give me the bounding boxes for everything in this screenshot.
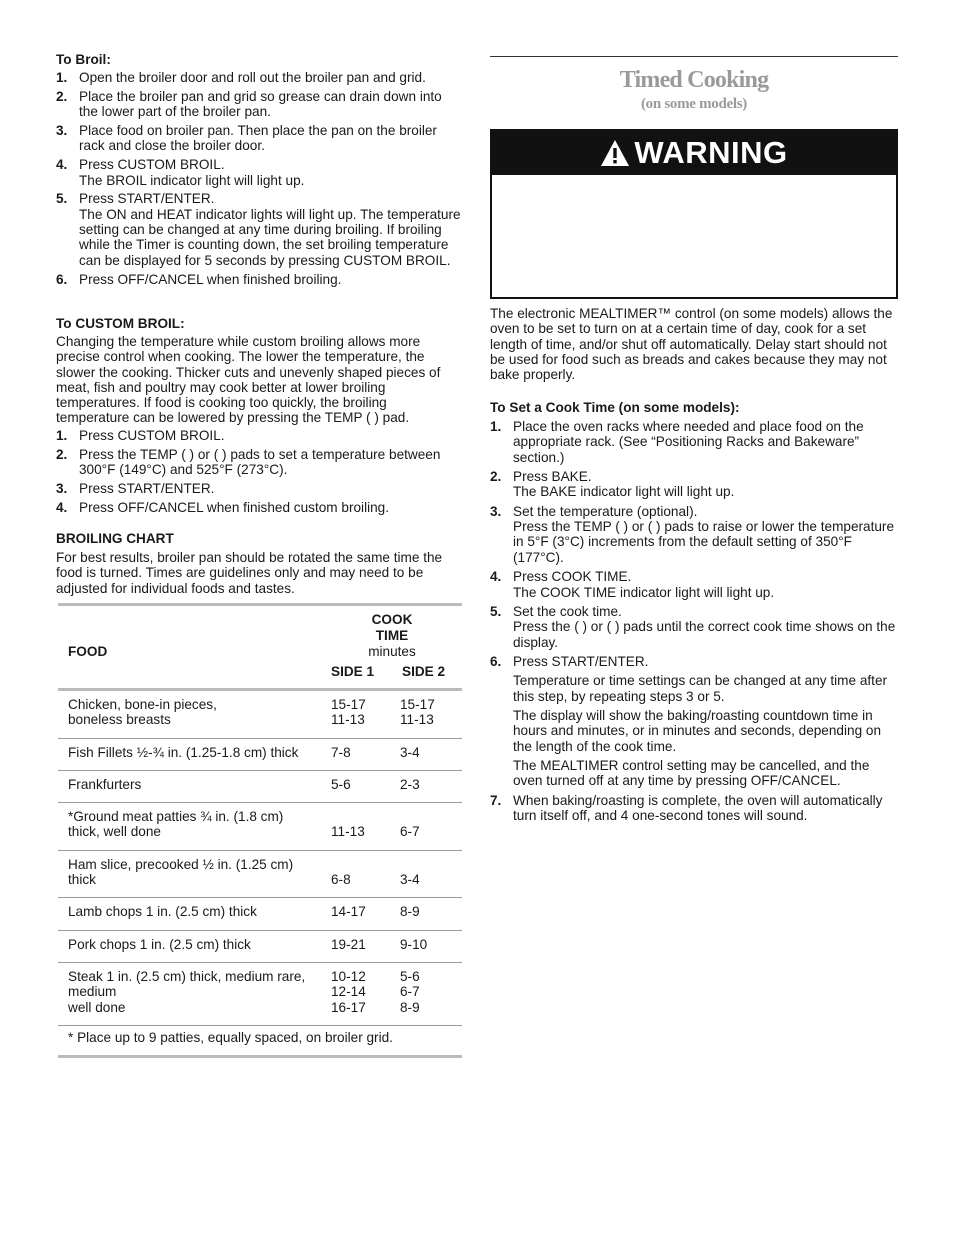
step-item xyxy=(490,793,898,824)
step-text: Set the temperature (optional). xyxy=(513,503,698,519)
table-row xyxy=(58,739,462,770)
table-footnote: * Place up to 9 patties, equally spaced, on broiler grid. xyxy=(68,1029,393,1045)
step-text: The BROIL indicator light will light up. xyxy=(79,172,305,188)
step-text: Place the broiler pan and grid so grease can drain down into the lower part of the broiler pan. xyxy=(79,88,442,120)
cell-text: Pork chops 1 in. (2.5 cm) thick xyxy=(68,936,251,952)
step-body xyxy=(513,569,898,600)
step-item xyxy=(490,604,898,650)
cell-text: Fish Fillets ½-¾ in. (1.25-1.8 cm) thick xyxy=(68,744,299,760)
step-text: Press OFF/CANCEL when finished custom broiling. xyxy=(79,499,390,515)
step-text: Press START/ENTER. xyxy=(79,481,215,497)
step-body xyxy=(513,654,898,788)
table-header xyxy=(58,606,462,688)
step-number: 5. xyxy=(490,604,502,620)
step-number: 3. xyxy=(490,503,502,519)
step-text: Press BAKE. xyxy=(513,469,592,485)
step-number: 3. xyxy=(56,481,68,497)
cell-food xyxy=(68,937,331,952)
cell-text: 5-6 xyxy=(400,968,420,984)
custom-broil-intro: Changing the temperature while custom broiling allows more precise control when cooking. The lower the temperature, the slower the cooking. Thicker cuts and unevenly shaped pieces of meat, fish and poultry may cook better at lower broiling temperatures. If food is cooking too quickly, the broiling temperature can be lowered by pressing the TEMP ( ) pad. xyxy=(56,334,441,426)
cell-text: 10-12 xyxy=(331,968,366,984)
cell-side2 xyxy=(400,969,460,1015)
step-item xyxy=(490,654,898,788)
step-item xyxy=(56,272,462,287)
step-item xyxy=(490,469,898,500)
cell-text: 7-8 xyxy=(331,744,351,760)
cell-text: 3-4 xyxy=(400,744,420,760)
cell-food xyxy=(68,745,331,760)
step-number: 1. xyxy=(490,419,502,434)
header-time: TIME xyxy=(375,628,409,643)
step-text: Press OFF/CANCEL when finished broiling. xyxy=(79,271,342,287)
step-text: The COOK TIME indicator light will light up. xyxy=(513,584,775,600)
cell-side1 xyxy=(331,745,400,760)
cell-text: thick xyxy=(68,872,96,888)
cell-food xyxy=(68,857,331,888)
cell-text: thick, well done xyxy=(68,824,161,840)
step-number: 3. xyxy=(56,123,68,139)
step-text: Open the broiler door and roll out the broiler pan and grid. xyxy=(79,70,426,85)
cell-text: 6-8 xyxy=(331,872,351,888)
cell-food xyxy=(68,777,331,792)
cell-text: 6-7 xyxy=(400,984,420,1000)
table-row xyxy=(58,771,462,802)
cell-text: Steak 1 in. (2.5 cm) thick, medium rare, xyxy=(68,968,306,984)
cell-text: 5-6 xyxy=(331,776,351,792)
step-body xyxy=(513,504,898,565)
step-item xyxy=(56,500,462,515)
step-item xyxy=(56,428,462,443)
page-title: Timed Cooking xyxy=(619,67,769,93)
cell-side2 xyxy=(400,857,460,888)
step-text: Place food on broiler pan. Then place the pan on the broiler rack and close the broiler door. xyxy=(79,123,437,154)
header-side1: SIDE 1 xyxy=(331,664,375,679)
cell-food xyxy=(68,809,331,840)
step-text: Press the ( ) or ( ) pads until the correct cook time shows on the display. xyxy=(513,619,896,650)
broiling-chart-table xyxy=(58,603,462,1058)
cell-text: 3-4 xyxy=(400,872,420,888)
cell-text: 19-21 xyxy=(331,936,366,952)
step-number: 2. xyxy=(490,469,502,485)
cell-side1 xyxy=(331,697,400,728)
step-body xyxy=(79,500,462,515)
step-text: Press START/ENTER. xyxy=(513,654,649,670)
step-item xyxy=(56,89,462,120)
cell-side1 xyxy=(331,809,400,840)
table-row xyxy=(58,851,462,898)
cell-side1 xyxy=(331,777,400,792)
header-cook: COOK xyxy=(371,612,413,627)
warning-box xyxy=(490,129,898,299)
step-item xyxy=(490,504,898,565)
step-body xyxy=(513,419,898,465)
step-body xyxy=(513,604,898,650)
step-text: Set the cook time. xyxy=(513,604,622,620)
cell-text: 11-13 xyxy=(331,712,365,728)
step-number: 1. xyxy=(56,428,68,443)
step-item xyxy=(56,447,462,478)
header-food: FOOD xyxy=(68,644,108,659)
cell-text xyxy=(331,857,400,872)
mealtimer-intro: The electronic MEALTIMER™ control (on some models) allows the oven to be set to turn on at a certain time of day, cook for a set length of time, and/or shut off automatically. Delay start should not be used for food such as breads and cakes because they may not bake properly. xyxy=(490,306,893,383)
custom-broil-heading: To CUSTOM BROIL: xyxy=(56,316,185,331)
cell-side2 xyxy=(400,937,460,952)
cook-time-heading: To Set a Cook Time (on some models): xyxy=(490,400,740,415)
cell-text: 8-9 xyxy=(400,904,420,920)
cell-text: boneless breasts xyxy=(68,712,171,728)
step-body xyxy=(79,70,462,85)
section-title xyxy=(490,66,898,114)
table-bottom-rule xyxy=(58,1055,462,1058)
step-number: 4. xyxy=(490,569,502,585)
step-text: Press the TEMP ( ) or ( ) pads to set a temperature between 300°F (149°C) and 525°F (273°C). xyxy=(79,446,441,478)
cell-text: 2-3 xyxy=(400,776,420,792)
step-body xyxy=(513,469,898,500)
step-body xyxy=(79,89,462,120)
cell-side2 xyxy=(400,809,460,840)
top-rule xyxy=(490,56,898,57)
step-number: 4. xyxy=(56,157,68,173)
cell-text: 12-14 xyxy=(331,984,366,1000)
cell-side2 xyxy=(400,697,460,728)
cell-text: medium xyxy=(68,984,117,1000)
cell-side1 xyxy=(331,969,400,1015)
custom-broil-steps xyxy=(56,428,462,519)
step-number: 2. xyxy=(56,446,68,462)
step-item xyxy=(490,419,898,465)
step-text: Temperature or time settings can be changed at any time after this step, by repeating steps 3 or 5. xyxy=(513,673,888,704)
step-number: 6. xyxy=(490,654,502,670)
step-text: Press CUSTOM BROIL. xyxy=(79,428,225,443)
step-number: 1. xyxy=(56,70,68,85)
cell-food xyxy=(68,697,331,728)
step-body xyxy=(79,447,462,478)
step-body xyxy=(79,428,462,443)
page-subtitle: (on some models) xyxy=(640,96,748,112)
cell-text: Lamb chops 1 in. (2.5 cm) thick xyxy=(68,904,257,920)
broil-heading: To Broil: xyxy=(56,52,111,67)
step-body xyxy=(79,191,462,267)
cook-time-steps xyxy=(490,419,898,827)
table-row xyxy=(58,803,462,850)
step-body xyxy=(79,123,462,154)
cell-text xyxy=(400,857,460,872)
cell-side1 xyxy=(331,857,400,888)
cell-side2 xyxy=(400,904,460,919)
cell-text xyxy=(331,809,400,824)
cell-text: 15-17 xyxy=(400,697,435,712)
step-text: Press the TEMP ( ) or ( ) pads to raise or lower the temperature in 5°F (3°C) increments from the default setting of 350°F (177°C). xyxy=(513,519,895,565)
cell-food xyxy=(68,904,331,919)
step-text: Press START/ENTER. xyxy=(79,191,215,207)
table-body xyxy=(58,691,462,1026)
step-text: Place the oven racks where needed and place food on the appropriate rack. (See “Positioning Racks and Bakeware” section.) xyxy=(513,419,864,465)
cell-text: 16-17 xyxy=(331,999,366,1015)
cell-text: Ham slice, precooked ½ in. (1.25 cm) xyxy=(68,856,294,872)
step-item xyxy=(56,481,462,496)
cell-text: 11-13 xyxy=(331,824,365,840)
cell-text: 11-13 xyxy=(400,712,434,728)
cell-text: 14-17 xyxy=(331,904,366,920)
table-row xyxy=(58,691,462,738)
step-body xyxy=(79,481,462,496)
header-side2: SIDE 2 xyxy=(402,664,446,679)
step-number: 6. xyxy=(56,271,68,287)
cell-text: 15-17 xyxy=(331,697,366,712)
step-item xyxy=(56,157,462,188)
step-text: The ON and HEAT indicator lights will light up. The temperature setting can be changed at any time during broiling. If broiling while the Timer is counting down, the set broiling temperature can be displayed for 5 seconds by pressing CUSTOM BROIL. xyxy=(79,206,461,268)
step-item xyxy=(56,191,462,267)
warning-label: WARNING xyxy=(634,135,788,170)
cell-side1 xyxy=(331,937,400,952)
step-item xyxy=(56,123,462,154)
broil-steps xyxy=(56,70,462,290)
cell-side1 xyxy=(331,904,400,919)
step-text: When baking/roasting is complete, the oven will automatically turn itself off, and 4 one-second tones will sound. xyxy=(513,792,883,823)
step-number: 5. xyxy=(56,191,68,207)
cell-side2 xyxy=(400,777,460,792)
step-body xyxy=(79,272,462,287)
step-text: The MEALTIMER control setting may be cancelled, and the oven turned off at any time by pressing OFF/CANCEL. xyxy=(513,757,870,789)
cell-text: well done xyxy=(68,999,126,1015)
table-row xyxy=(58,963,462,1025)
step-text: Press CUSTOM BROIL. xyxy=(79,157,225,173)
table-row xyxy=(58,931,462,962)
broiling-chart-heading: BROILING CHART xyxy=(56,531,174,546)
broiling-chart-intro: For best results, broiler pan should be rotated the same time the food is turned. Times are guidelines only and may need to be adjusted for individual foods and tastes. xyxy=(56,550,443,596)
warning-header xyxy=(492,131,896,175)
cell-text xyxy=(400,809,460,824)
step-item xyxy=(56,70,462,85)
step-number: 4. xyxy=(56,499,68,515)
warning-triangle-icon xyxy=(600,139,630,167)
cell-side2 xyxy=(400,745,460,760)
step-item xyxy=(490,569,898,600)
cell-food xyxy=(68,969,331,1015)
header-minutes: minutes xyxy=(368,644,416,659)
step-body xyxy=(79,157,462,188)
step-number: 7. xyxy=(490,792,502,808)
cell-text: *Ground meat patties ¾ in. (1.8 cm) xyxy=(68,809,284,825)
step-body xyxy=(513,793,898,824)
step-text: The BAKE indicator light will light up. xyxy=(513,484,735,500)
cell-text: Chicken, bone-in pieces, xyxy=(68,697,217,712)
table-row xyxy=(58,898,462,929)
cell-text: Frankfurters xyxy=(68,776,142,792)
cell-text: 8-9 xyxy=(400,999,420,1015)
step-text: The display will show the baking/roasting countdown time in hours and minutes, or in minutes and seconds, depending on the length of the cook time. xyxy=(513,707,882,754)
cell-text: 6-7 xyxy=(400,824,420,840)
step-number: 2. xyxy=(56,88,68,104)
step-text: Press COOK TIME. xyxy=(513,569,632,585)
cell-text: 9-10 xyxy=(400,936,428,952)
